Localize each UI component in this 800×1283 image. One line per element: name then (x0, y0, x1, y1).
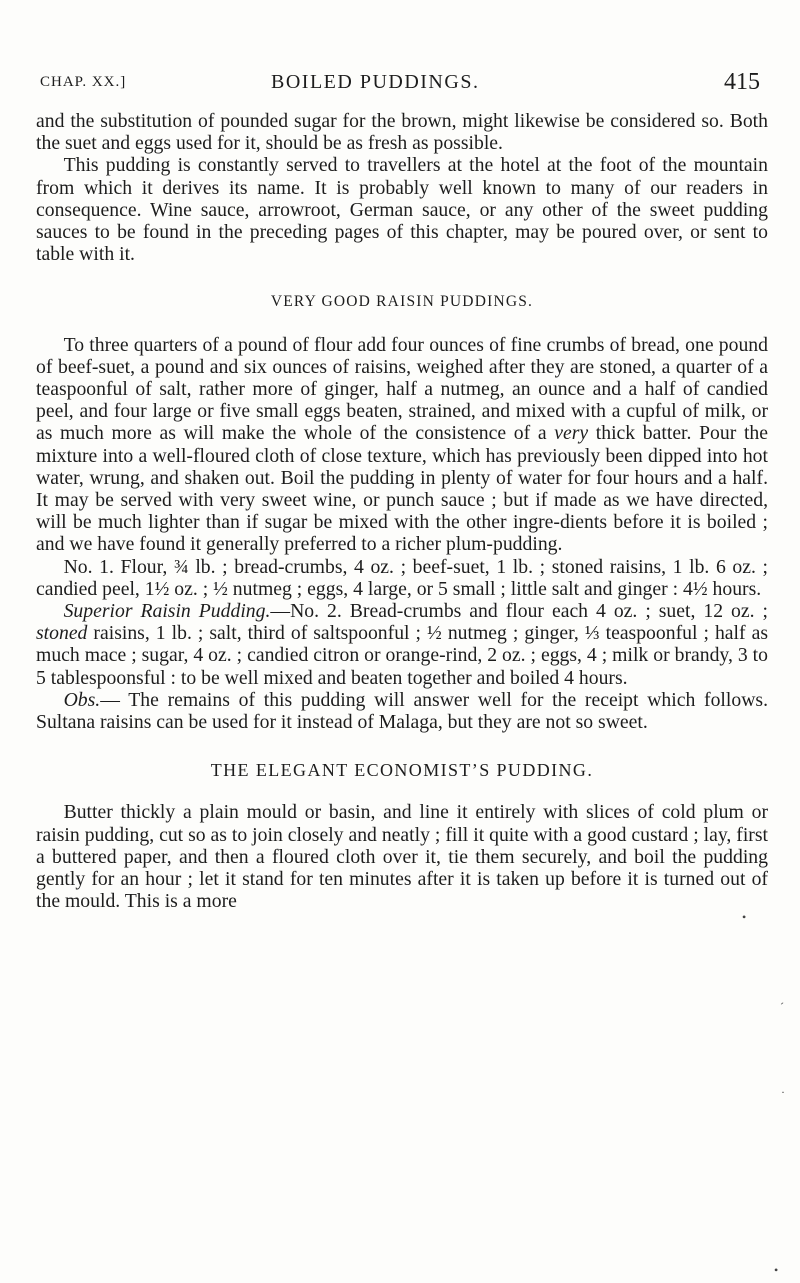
raisin-method-part-b: thick batter. Pour the mixture into a well-floured cloth of close texture, which has previously been dipped into hot water, wrung, and shaken out. Boil the pudding in plenty of water for four hours and a half. It may be served with very sweet wine, or punch sauce ; but if made as we have directed, will be much lighter than if sugar be mixed with the other ingre-dients before it is boiled ; and we have found it generally preferred to a richer plum-pudding. (36, 422, 768, 556)
recipe-heading-economist-pudding: THE ELEGANT ECONOMIST’S PUDDING. (210, 760, 594, 781)
superior-raisin-label: Superior Raisin Pudding. (63, 600, 271, 623)
margin-speck: ˊ (780, 1000, 784, 1014)
margin-speck: • (742, 910, 747, 924)
paragraph-continuation: and the substitution of pounded sugar for the brown, might likewise be considered so. Both the suet and eggs used for it, should be as fresh as possible. (36, 110, 768, 155)
running-title: BOILED PUDDINGS. (271, 71, 480, 93)
paragraph-observation (36, 689, 768, 733)
superior-raisin-part-b: raisins, 1 lb. ; salt, third of saltspoonful ; ½ nutmeg ; ginger, ⅓ teaspoonful ; half as much mace ; sugar, 4 oz. ; candied citron or orange-rind, 2 oz. ; eggs, 4 ; milk or brandy, 3 to 5 tablespoonsful : to be well mixed and beaten together and boiled 4 hours. (36, 622, 768, 689)
raisin-method-part-a: To three quarters of a pound of flour add four ounces of fine crumbs of bread, one pound of beef-suet, a pound and six ounces of raisins, weighed after they are stoned, a quarter of a teaspoonful of salt, rather more of ginger, half a nutmeg, an ounce and a half of candied peel, and four large or five small eggs beaten, strained, and mixed with a cupful of milk, or as much more as will make the whole of the consistence of a (36, 333, 768, 445)
chapter-label: CHAP. XX.] (40, 74, 127, 90)
page-body (36, 110, 768, 913)
paragraph-economist-method: Butter thickly a plain mould or basin, and line it entirely with slices of cold plum or raisin pudding, cut so as to join closely and neatly ; fill it quite with a good custard ; lay, first a buttered paper, and then a floured cloth over it, tie them securely, and boil the pudding gently for an hour ; let it stand for ten minutes after it is taken up before it is turned out of the mould. This is a more (36, 801, 768, 913)
paragraph-recipe-no1: No. 1. Flour, ¾ lb. ; bread-crumbs, 4 oz. ; beef-suet, 1 lb. ; stoned raisins, 1 lb. 6 oz. ; candied peel, 1½ oz. ; ½ nutmeg ; eggs, 4 large, or 5 small ; little salt and ginger : 4½ hours. (36, 555, 768, 600)
superior-raisin-emphasis: stoned (36, 622, 88, 645)
running-header (40, 70, 760, 100)
paragraph-superior-raisin (36, 600, 768, 689)
obs-text: — The remains of this pudding will answer well for the receipt which follows. Sultana raisins can be used for it instead of Malaga, but they are not so sweet. (36, 688, 768, 734)
superior-raisin-part-a: —No. 2. Bread-crumbs and flour each 4 oz. ; suet, 12 oz. ; (270, 600, 769, 623)
recipe-heading-raisin-puddings: VERY GOOD RAISIN PUDDINGS. (270, 293, 534, 311)
margin-speck: · (781, 1085, 785, 1099)
paragraph-hotel-note: This pudding is constantly served to travellers at the hotel at the foot of the mountain from which it derives its name. It is probably well known to many of our readers in consequence. Wine sauce, arrowroot, German sauce, or any other of the sweet pudding sauces to be found in the preceding pages of this chapter, may be poured over, or sent to table with it. (36, 154, 768, 266)
page-number: 415 (724, 69, 760, 95)
obs-label: Obs. (63, 688, 101, 711)
raisin-method-emphasis: very (554, 422, 589, 445)
paragraph-raisin-method (36, 334, 768, 556)
margin-speck: • (774, 1263, 779, 1277)
